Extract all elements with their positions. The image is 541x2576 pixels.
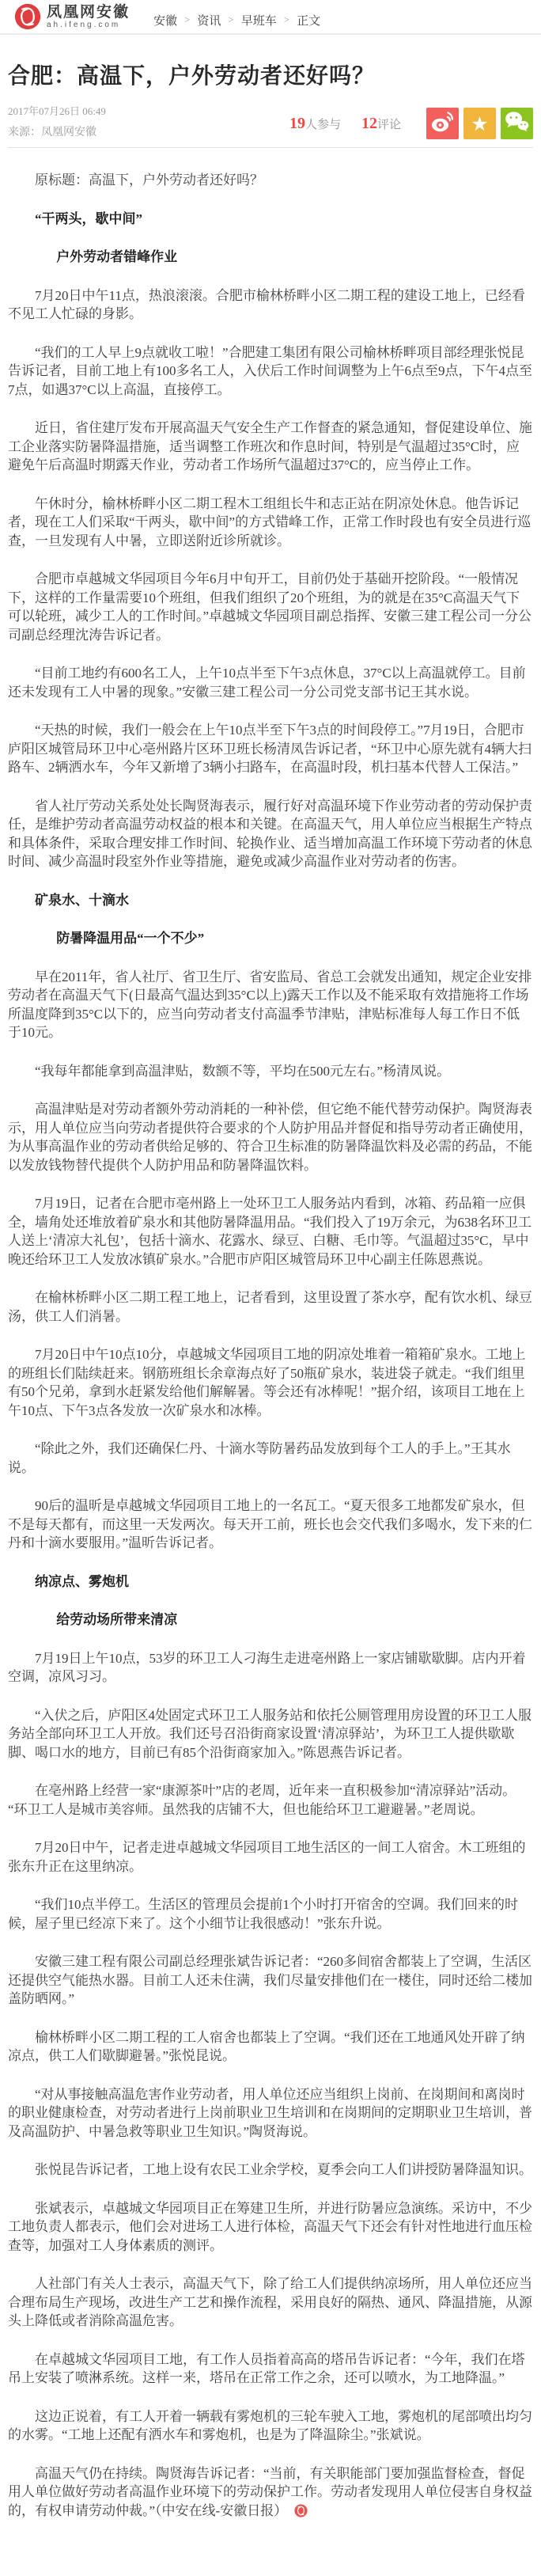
article-meta-right [289,108,533,139]
breadcrumb-item-1[interactable]: 安徽 [153,14,178,28]
article-paragraph: 7月20日中午10点10分，卓越城文华园项目工地的阴凉处堆着一箱箱矿泉水。工地上的班组长们陆续赶来。钢筋班组长余章海点好了50瓶矿泉水，装进袋子就走。“我们组里有50个兄弟，拿到水赶紧发给他们解解暑。等会还有冰棒呢！”据介绍，该项目工地在上午10点、下午3点各发放一次矿泉水和冰棒。 [8,1347,526,1418]
source-label: 来源： [8,127,41,138]
article-paragraph: 合肥市卓越城文华园项目今年6月中旬开工，目前仍处于基础开挖阶段。“一般情况下，这样的工作量需要10个班组，但我们组织了20个班组，为的就是在35°C高温天气下可以轮班，减少工人的工作时间。”卓越城文华园项目副总指挥、安徽三建工程公司一分公司副总经理沈涛告诉记者。 [8,571,532,643]
article-paragraph: 7月19日，记者在合肥市亳州路上一处环卫工人服务站内看到，冰箱、药品箱一应俱全，墙角处还堆放着矿泉水和其他防暑降温用品。“我们投入了19万余元，为638名环卫工人送上‘清凉大礼包’，包括十滴水、花露水、绿豆、白糖、毛巾等。气温超过35°C，早中晚还给环卫工人发放冰镇矿泉水。”合肥市庐阳区城管局环卫中心副主任陈恩燕说。 [8,1196,532,1267]
weibo-icon [431,111,454,136]
publish-date: 2017年07月26日 06:49 [8,105,106,117]
article-paragraph: “我们10点半停工。生活区的管理员会提前1个小时打开宿舍的空调。我们回来的时候，屋子里已经凉下来了。这个小细节让我很感动！”张东升说。 [8,1897,519,1931]
article-paragraph: 早在2011年，省人社厅、省卫生厅、省安监局、省总工会就发出通知，规定企业安排劳动者在高温天气下(日最高气温达到35°C以上)露天工作以及不能采取有效措施将工作场所温度降到35°C以下的，应当向劳动者支付高温季节津贴，津贴标准每人每工作日不低于10元。 [8,969,532,1040]
article-paragraph: 安徽三建工程有限公司副总经理张斌告诉记者：“260多间宿舍都装上了空调，生活区还提供空气能热水器。目前工人还未住满，我们尽量安排他们在一楼住，同时还给二楼加盖防晒网。” [8,1954,532,2006]
section-heading: 户外劳动者错峰作业 [56,249,178,264]
weibo-share-button[interactable] [426,108,459,139]
participation-label: 人参与 [305,118,341,131]
article-paragraph: 近日，省住建厅发布开展高温天气安全生产工作督查的紧急通知，督促建设单位、施工企业落实防暑降温措施，适当调整工作班次和作息时间，特别是气温超过35°C时，应避免午后高温时期露天作业，劳动者工作场所气温超过37°C的，应当停止工作。 [8,420,532,472]
article-source [8,123,106,139]
article-paragraph: 张悦昆告诉记者，工地上设有农民工业余学校，夏季会向工人们讲授防暑降温知识。 [35,2162,532,2177]
comments-stat[interactable] [361,115,401,133]
breadcrumb-separator: > [184,13,191,25]
logo-text [47,5,130,29]
comments-label: 评论 [376,118,401,131]
share-buttons [422,108,533,139]
site-name: 凤凰网安徽 [47,3,131,21]
article-paragraph: “天热的时候，我们一般会在上午10点半至下午3点的时间段停工。”7月19日，合肥市庐阳区城管局环卫中心亳州路片区环卫班长杨清凤告诉记者，“环卫中心原先就有4辆大扫路车、2辆洒水车，今年又新增了3辆小扫路车，在高温时段，机扫基本代替人工保洁。” [8,723,532,775]
article-paragraph: 省人社厅劳动关系处处长陶贤海表示，履行好对高温环境下作业劳动者的劳动保护责任，是维护劳动者高温劳动权益的根本和关键。在高温天气，用人单位应当根据生产特点和具体条件，采取合理安排工作时间、轮换作业、适当增加高温工作环境下劳动者的休息时间、减少高温时段室外作业等措施，避免或减少高温作业对劳动者的伤害。 [8,798,532,869]
article-paragraph: 在亳州路上经营一家“康源茶叶”店的老周，近年来一直积极参加“清凉驿站”活动。“环卫工人是城市美容师。虽然我的店铺不大，但也能给环卫工避避暑。”老周说。 [8,1783,516,1817]
participation-stat[interactable] [289,115,341,133]
section-heading: 给劳动场所带来清凉 [56,1612,178,1627]
site-logo[interactable] [14,3,130,30]
participation-count: 19 [289,114,305,132]
article-paragraph: 在榆林桥畔小区二期工程工地上，记者看到，这里设置了茶水亭，配有饮水机、绿豆汤，供工人们消暑。 [8,1290,532,1324]
article-paragraph: 张斌表示，卓越城文华园项目正在筹建卫生所，并进行防暑应急演练。采访中，不少工地负责人都表示，他们会对进场工人进行体检，高温天气下还会有针对性地进行血压检查等，加强对工人身体素质的测评。 [8,2200,532,2253]
star-icon: ★ [471,112,489,135]
article-paragraph: 7月20日中午11点，热浪滚滚。合肥市榆林桥畔小区二期工程的建设工地上，已经看不见工人忙碌的身影。 [8,287,525,321]
article-paragraph: “目前工地约有600名工人，上午10点半至下午3点休息，37°C以上高温就停工。目前还未发现有工人中暑的现象。”安徽三建工程公司一分公司党支部书记王其水说。 [8,666,526,700]
article-meta-left [8,103,106,139]
breadcrumb-item-2[interactable]: 资讯 [197,14,221,28]
breadcrumb [153,6,320,28]
breadcrumb-separator: > [283,13,290,25]
article-title: 合肥：高温下，户外劳动者还好吗？ [8,64,376,89]
article-paragraph: 人社部门有关人士表示，高温天气下，除了给工人们提供纳凉场所，用人单位还应当合理布局生产现场，改进生产工艺和操作流程，采用良好的隔热、通风、降温措施，从源头上降低或者消除高温危害。 [8,2276,532,2328]
site-url: ah.ifeng.com [47,20,121,29]
source-link[interactable]: 凤凰网安徽 [41,127,96,138]
comments-count: 12 [361,114,377,132]
article-paragraph: 高温津贴是对劳动者额外劳动消耗的一种补偿，但它绝不能代替劳动保护。陶贤海表示，用人单位应当向劳动者提供符合要求的个人防护用品并督促和指导劳动者正确使用，为从事高温作业的劳动者供给足够的、符合卫生标准的防暑降温饮料及必需的药品，不能以发放钱物替代提供个人防护用品和防暑降温饮料。 [8,1102,532,1173]
section-heading: 防暑降温用品“一个不少” [56,931,205,946]
breadcrumb-item-4[interactable]: 正文 [297,14,321,28]
article-paragraph: 90后的温昕是卓越城文华园项目工地上的一名瓦工。“夏天很多工地都发矿泉水，但不是每天都有，而这里一天发两次。每天开工前，班长也会交代我们多喝水，发下来的仁丹和十滴水要服用。”温昕告诉记者。 [8,1498,532,1550]
wechat-share-button[interactable] [501,108,533,139]
phoenix-end-mark-icon [294,2504,308,2517]
article-meta [8,103,533,148]
article-paragraph: 7月19日上午10点，53岁的环卫工人刁海生走进亳州路上一家店铺歇歇脚。店内开着空调，凉风习习。 [8,1650,526,1684]
article-body [8,148,533,2520]
article-paragraph: “入伏之后，庐阳区4处固定式环卫工人服务站和依托公厕管理用房设置的环卫工人服务站全部向环卫工人开放。我们还号召沿街商家设置‘清凉驿站’，为环卫工人提供歇歇脚、喝口水的地方，目前已有85个沿街商家加入。”陈恩燕告诉记者。 [8,1707,532,1760]
article-paragraph: “对从事接触高温危害作业劳动者，用人单位还应当组织上岗前、在岗期间和离岗时的职业健康检查，对劳动者进行上岗前职业卫生培训和在岗期间的定期职业卫生培训，普及高温防护、中暑急救等职业卫生知识。”陶贤海说。 [8,2086,532,2139]
section-heading: 纳凉点、雾炮机 [35,1573,129,1589]
section-heading: 矿泉水、十滴水 [35,892,129,908]
article-paragraph: 在卓越城文华园项目工地，有工作人员指着高高的塔吊告诉记者：“今年，我们在塔吊上安装了喷淋系统。这样一来，塔吊在正常工作之余，还可以喷水，为工地降温。” [8,2351,525,2385]
article [0,59,541,2576]
article-paragraph: 这边正说着，有工人开着一辆载有雾炮机的三轮车驶入工地，雾炮机的尾部喷出均匀的水雾。“工地上还配有洒水车和雾炮机，也是为了降温除尘。”张斌说。 [8,2408,532,2442]
article-paragraph: 高温天气仍在持续。陶贤海告诉记者：“当前，有关职能部门要加强监督检查，督促用人单位做好劳动者高温作业环境下的劳动保护工作。劳动者发现用人单位侵害自身权益的，有权申请劳动仲裁。”（中安在线-安徽日报） [8,2465,532,2518]
phoenix-logo-icon [14,3,41,30]
article-paragraph: 榆林桥畔小区二期工程的工人宿舍也都装上了空调。“我们还在工地通风处开辟了纳凉点，供工人们歇脚避暑。”张悦昆说。 [8,2029,525,2063]
section-heading: “干两头，歇中间” [35,211,142,226]
article-paragraph: 7月20日中午，记者走进卓越城文华园项目工地生活区的一间工人宿舍。木工班组的张东升正在这里纳凉。 [8,1840,526,1874]
article-paragraph: “除此之外，我们还确保仁丹、十滴水等防暑药品发放到每个工人的手上。”王其水说。 [8,1441,511,1475]
article-paragraph: 原标题：高温下，户外劳动者还好吗？ [35,173,263,188]
article-paragraph: 午休时分，榆林桥畔小区二期工程木工组组长牛和志正站在阴凉处休息。他告诉记者，现在工人们采取“干两头，歇中间”的方式错峰工作，正常工作时段也有安全员进行巡查，一旦发现有人中暑，立即送附近诊所就诊。 [8,495,532,548]
star-share-button[interactable] [463,108,496,139]
breadcrumb-item-3[interactable]: 早班车 [240,14,277,28]
article-paragraph: “我每年都能拿到高温津贴，数额不等，平均在500元左右。”杨清凤说。 [35,1063,451,1079]
breadcrumb-separator: > [228,13,234,25]
article-paragraph: “我们的工人早上9点就收工啦！”合肥建工集团有限公司榆林桥畔项目部经理张悦昆告诉记者，目前工地上有100多名工人，入伏后工作时间调整为上午6点至9点，下午4点至7点，如遇37°C以上高温，直接停工。 [8,344,532,397]
site-header [0,0,541,35]
wechat-icon [505,111,529,136]
